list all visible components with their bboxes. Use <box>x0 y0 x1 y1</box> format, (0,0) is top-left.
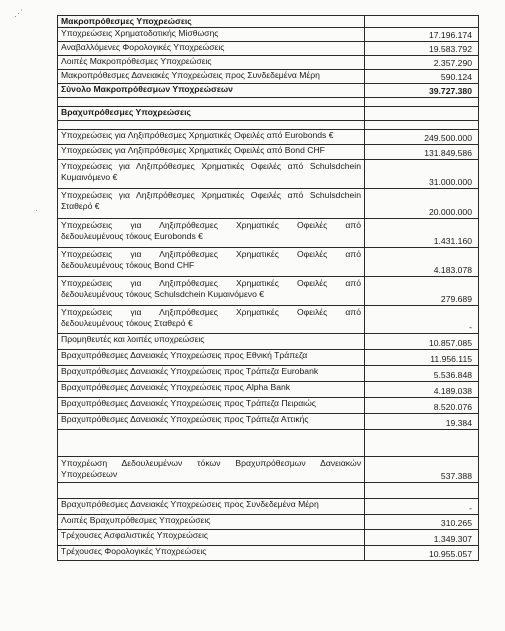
table-row <box>58 248 479 277</box>
row-value: 4.183.078 <box>365 248 479 277</box>
row-value: 4.189.038 <box>365 382 479 398</box>
table-row <box>58 145 479 160</box>
row-value <box>365 121 479 130</box>
section-header-row <box>58 107 479 121</box>
row-value: - <box>365 499 479 515</box>
row-value: 310.265 <box>365 515 479 530</box>
row-label-line1: Υποχρεώσεις για Ληξιπρόθεσμες Χρηματικές Οφειλές από Schulsdchein <box>61 161 361 171</box>
row-value <box>365 16 479 28</box>
row-label <box>58 121 365 130</box>
row-value: 5.536.848 <box>365 366 479 382</box>
table-row <box>58 398 479 414</box>
row-value <box>365 98 479 107</box>
row-label: Υποχρεώσεις Χρηματοδοτικής Μίσθωσης <box>58 28 365 42</box>
row-label <box>58 160 365 189</box>
row-label-line2: δεδουλευμένους τόκους Bond CHF <box>61 260 195 270</box>
table-row <box>58 530 479 546</box>
row-label-line2: Υποχρεώσεων <box>61 469 118 479</box>
row-label-line1: Υποχρεώσεις για Ληξιπρόθεσμες Χρηματικές Οφειλές από <box>61 249 361 259</box>
table-row <box>58 28 479 42</box>
row-label: Βραχυπρόθεσμες Δανειακές Υποχρεώσεις προς Τράπεζα Eurobank <box>58 366 365 382</box>
table-row <box>58 160 479 189</box>
table-row <box>58 56 479 70</box>
row-value: 8.520.076 <box>365 398 479 414</box>
row-value: 31.000.000 <box>365 160 479 189</box>
section-header-row <box>58 16 479 28</box>
row-label-line1: Υποχρέωση Δεδουλευμένων τόκων Βραχυπρόθεσμων Δανειακών <box>61 458 361 468</box>
row-value: 19.384 <box>365 414 479 430</box>
row-value <box>365 107 479 121</box>
row-label: Τρέχουσες Ασφαλιστικές Υποχρεώσεις <box>58 530 365 546</box>
row-label: Προμηθευτές και λοιπές υποχρεώσεις <box>58 334 365 350</box>
row-label: Υποχρεώσεις για Ληξιπρόθεσμες Χρηματικές Οφειλές από Eurobonds € <box>58 130 365 145</box>
row-label-line1: Υποχρεώσεις για Ληξιπρόθεσμες Χρηματικές Οφειλές από <box>61 307 361 317</box>
row-value: 19.583.792 <box>365 42 479 56</box>
row-label: Μακροπρόθεσμες Δανειακές Υποχρεώσεις προς Συνδεδεμένα Μέρη <box>58 70 365 84</box>
liabilities-table-body <box>58 16 479 561</box>
row-label: Μακροπρόθεσμες Υποχρεώσεις <box>58 16 365 28</box>
row-label: Υποχρεώσεις για Ληξιπρόθεσμες Χρηματικές Οφειλές από Bond CHF <box>58 145 365 160</box>
row-label: Βραχυπρόθεσμες Δανειακές Υποχρεώσεις προς Alpha Bank <box>58 382 365 398</box>
table-row <box>58 546 479 561</box>
table-row <box>58 499 479 515</box>
row-value: 39.727.380 <box>365 84 479 98</box>
table-row <box>58 70 479 84</box>
row-label <box>58 248 365 277</box>
liabilities-table <box>57 15 479 561</box>
row-value <box>365 483 479 499</box>
spacer-row <box>58 98 479 107</box>
table-row <box>58 189 479 219</box>
row-value: 10.857.085 <box>365 334 479 350</box>
row-value: - <box>365 306 479 334</box>
table-row <box>58 350 479 366</box>
total-row <box>58 84 479 98</box>
spacer-row <box>58 483 479 499</box>
table-row <box>58 382 479 398</box>
row-label: Βραχυπρόθεσμες Υποχρεώσεις <box>58 107 365 121</box>
row-value: 1.431.160 <box>365 219 479 248</box>
row-value: 590.124 <box>365 70 479 84</box>
row-value: 2.357.290 <box>365 56 479 70</box>
row-value: 10.955.057 <box>365 546 479 561</box>
spacer-row <box>58 121 479 130</box>
row-label <box>58 277 365 306</box>
table-row <box>58 277 479 306</box>
scan-mark: ⋰ <box>14 8 23 18</box>
table-row <box>58 130 479 145</box>
scan-mark: · <box>35 205 38 215</box>
row-value: 20.000.000 <box>365 189 479 219</box>
spacer-row <box>58 430 479 457</box>
row-label-line1: Υποχρεώσεις για Ληξιπρόθεσμες Χρηματικές Οφειλές από Schulsdchein <box>61 190 361 200</box>
row-value: 279.689 <box>365 277 479 306</box>
row-label-line2: δεδουλευμένους τόκους Eurobonds € <box>61 231 203 241</box>
row-value: 11.956.115 <box>365 350 479 366</box>
table-row <box>58 414 479 430</box>
row-label-line2: Σταθερό € <box>61 201 100 211</box>
row-value: 17.196.174 <box>365 28 479 42</box>
table-row <box>58 366 479 382</box>
row-label-line1: Υποχρεώσεις για Ληξιπρόθεσμες Χρηματικές Οφειλές από <box>61 220 361 230</box>
row-label-line2: Κυμαινόμενο € <box>61 172 118 182</box>
row-label: Βραχυπρόθεσμες Δανειακές Υποχρεώσεις προς Εθνική Τράπεζα <box>58 350 365 366</box>
table-row <box>58 306 479 334</box>
row-label <box>58 219 365 248</box>
row-label: Σύνολο Μακροπρόθεσμων Υποχρεώσεων <box>58 84 365 98</box>
row-label: Τρέχουσες Φορολογικές Υποχρεώσεις <box>58 546 365 561</box>
row-label: Λοιπές Βραχυπρόθεσμες Υποχρεώσεις <box>58 515 365 530</box>
row-value <box>365 430 479 457</box>
row-label: Λοιπές Μακροπρόθεσμες Υποχρεώσεις <box>58 56 365 70</box>
row-label <box>58 306 365 334</box>
table-row <box>58 219 479 248</box>
row-label <box>58 189 365 219</box>
table-row <box>58 515 479 530</box>
row-label <box>58 457 365 483</box>
row-label <box>58 430 365 457</box>
table-row <box>58 42 479 56</box>
row-label: Αναβαλλόμενες Φορολογικές Υποχρεώσεις <box>58 42 365 56</box>
row-label-line2: δεδουλευμένους τόκους Schulsdchein Κυμαινόμενο € <box>61 289 265 299</box>
row-label: Βραχυπρόθεσμες Δανειακές Υποχρεώσεις προς Συνδεδεμένα Μέρη <box>58 499 365 515</box>
row-value: 131.849.586 <box>365 145 479 160</box>
row-label-line1: Υποχρεώσεις για Ληξιπρόθεσμες Χρηματικές Οφειλές από <box>61 278 361 288</box>
row-value: 249.500.000 <box>365 130 479 145</box>
row-value: 1.349.307 <box>365 530 479 546</box>
row-label <box>58 98 365 107</box>
table-row <box>58 457 479 483</box>
table-row <box>58 334 479 350</box>
row-value: 537.388 <box>365 457 479 483</box>
row-label-line2: δεδουλευμένους τόκους Σταθερό € <box>61 318 193 328</box>
row-label <box>58 483 365 499</box>
row-label: Βραχυπρόθεσμες Δανειακές Υποχρεώσεις προς Τράπεζα Πειραιώς <box>58 398 365 414</box>
row-label: Βραχυπρόθεσμες Δανειακές Υποχρεώσεις προς Τράπεζα Αττικής <box>58 414 365 430</box>
